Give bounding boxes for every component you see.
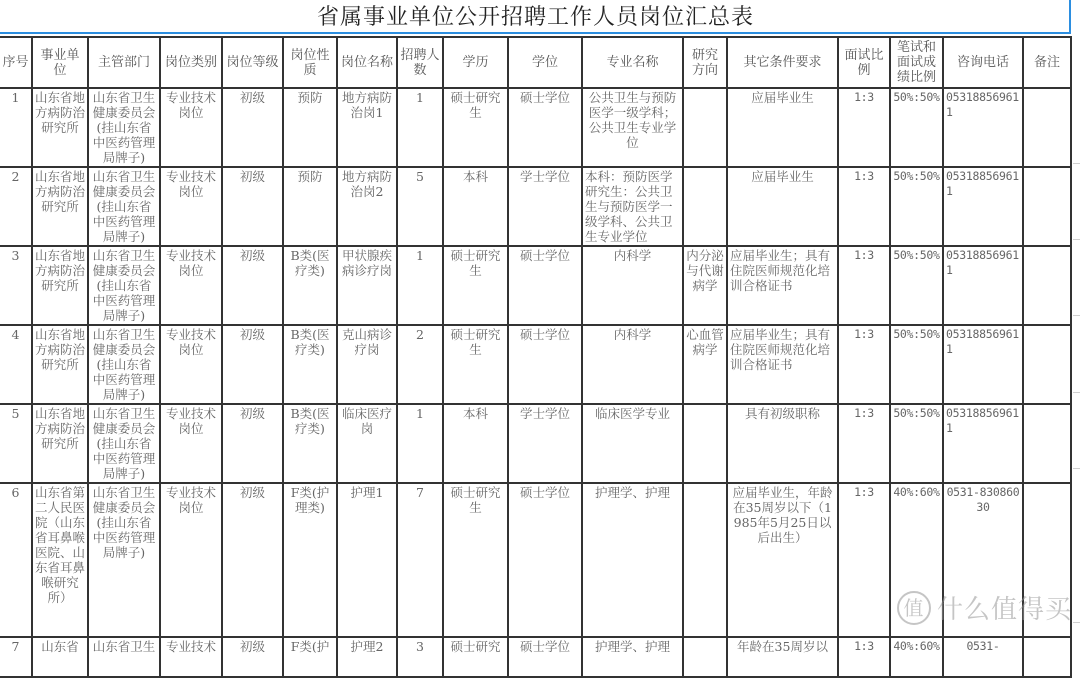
cell-remark xyxy=(1023,88,1071,167)
cell-post: 甲状腺疾病诊疗岗 xyxy=(337,246,397,325)
cell-unit: 山东省地方病防治研究所 xyxy=(32,167,88,246)
cell-education: 硕士研究生 xyxy=(443,88,508,167)
cell-level: 初级 xyxy=(222,88,283,167)
cell-nature: B类(医疗类) xyxy=(283,325,337,404)
cell-score-ratio: 50%:50% xyxy=(890,167,943,246)
table-row xyxy=(0,637,1071,677)
cell-no: 7 xyxy=(0,637,32,677)
col-header-major: 专业名称 xyxy=(582,37,683,88)
cell-nature: 预防 xyxy=(283,167,337,246)
watermark-logo-icon: 值 xyxy=(897,591,931,625)
cell-degree: 硕士学位 xyxy=(508,637,582,677)
cell-degree: 学士学位 xyxy=(508,404,582,483)
cell-score-ratio: 50%:50% xyxy=(890,88,943,167)
col-header-score-ratio: 笔试和面试成绩比例 xyxy=(890,37,943,88)
cell-dept: 山东省卫生健康委员会(挂山东省中医药管理局牌子) xyxy=(88,404,160,483)
cell-remark xyxy=(1023,637,1071,677)
cell-education: 硕士研究生 xyxy=(443,325,508,404)
cell-level: 初级 xyxy=(222,246,283,325)
cell-post: 护理1 xyxy=(337,483,397,637)
cell-other: 应届毕业生；具有住院医师规范化培训合格证书 xyxy=(727,325,838,404)
cell-nature: F类(护理类) xyxy=(283,483,337,637)
cell-other: 具有初级职称 xyxy=(727,404,838,483)
cell-education: 硕士研究生 xyxy=(443,483,508,637)
cell-post: 克山病诊疗岗 xyxy=(337,325,397,404)
cell-category: 专业技术岗位 xyxy=(160,325,222,404)
col-header-interview-ratio: 面试比例 xyxy=(838,37,890,88)
cell-count: 2 xyxy=(397,325,443,404)
gridline xyxy=(1073,622,1080,623)
col-header-nature: 岗位性质 xyxy=(283,37,337,88)
header-row xyxy=(0,37,1071,88)
cell-other: 应届毕业生；具有住院医师规范化培训合格证书 xyxy=(727,246,838,325)
col-header-count: 招聘人数 xyxy=(397,37,443,88)
cell-interview-ratio: 1:3 xyxy=(838,167,890,246)
cell-no: 3 xyxy=(0,246,32,325)
cell-level: 初级 xyxy=(222,325,283,404)
cell-remark xyxy=(1023,167,1071,246)
cell-major: 临床医学专业 xyxy=(582,404,683,483)
cell-remark xyxy=(1023,325,1071,404)
cell-score-ratio: 50%:50% xyxy=(890,325,943,404)
col-header-no: 序号 xyxy=(0,37,32,88)
cell-dept: 山东省卫生健康委员会(挂山东省中医药管理局牌子) xyxy=(88,167,160,246)
cell-major: 内科学 xyxy=(582,325,683,404)
cell-nature: B类(医疗类) xyxy=(283,404,337,483)
cell-other: 年龄在35周岁以 xyxy=(727,637,838,677)
table-row xyxy=(0,325,1071,404)
cell-dept: 山东省卫生 xyxy=(88,637,160,677)
cell-level: 初级 xyxy=(222,404,283,483)
cell-category: 专业技术岗位 xyxy=(160,404,222,483)
cell-phone: 053188569611 xyxy=(943,88,1023,167)
cell-major: 公共卫生与预防医学一级学科；公共卫生专业学位 xyxy=(582,88,683,167)
cell-dept: 山东省卫生健康委员会(挂山东省中医药管理局牌子) xyxy=(88,88,160,167)
cell-other: 应届毕业生，年龄在35周岁以下（1985年5月25日以后出生） xyxy=(727,483,838,637)
cell-no: 1 xyxy=(0,88,32,167)
cell-post: 地方病防治岗2 xyxy=(337,167,397,246)
cell-research xyxy=(683,483,727,637)
table-row xyxy=(0,246,1071,325)
cell-phone: 0531- xyxy=(943,637,1023,677)
cell-nature: B类(医疗类) xyxy=(283,246,337,325)
cell-count: 1 xyxy=(397,88,443,167)
cell-count: 1 xyxy=(397,246,443,325)
cell-phone: 053188569611 xyxy=(943,167,1023,246)
cell-post: 护理2 xyxy=(337,637,397,677)
cell-interview-ratio: 1:3 xyxy=(838,483,890,637)
col-header-unit: 事业单位 xyxy=(32,37,88,88)
col-header-remark: 备注 xyxy=(1023,37,1071,88)
cell-unit: 山东省地方病防治研究所 xyxy=(32,404,88,483)
cell-phone: 053188569611 xyxy=(943,325,1023,404)
cell-degree: 学士学位 xyxy=(508,167,582,246)
cell-unit: 山东省第二人民医院（山东省耳鼻喉医院、山东省耳鼻喉研究所） xyxy=(32,483,88,637)
cell-phone: 053188569611 xyxy=(943,404,1023,483)
gridline xyxy=(1073,315,1080,316)
cell-research xyxy=(683,404,727,483)
cell-major: 内科学 xyxy=(582,246,683,325)
col-header-dept: 主管部门 xyxy=(88,37,160,88)
cell-no: 5 xyxy=(0,404,32,483)
cell-degree: 硕士学位 xyxy=(508,325,582,404)
cell-research xyxy=(683,167,727,246)
cell-interview-ratio: 1:3 xyxy=(838,325,890,404)
col-header-education: 学历 xyxy=(443,37,508,88)
cell-unit: 山东省地方病防治研究所 xyxy=(32,246,88,325)
gridline xyxy=(1073,392,1080,393)
cell-count: 3 xyxy=(397,637,443,677)
cell-score-ratio: 50%:50% xyxy=(890,404,943,483)
cell-other: 应届毕业生 xyxy=(727,88,838,167)
cell-degree: 硕士学位 xyxy=(508,246,582,325)
cell-nature: F类(护 xyxy=(283,637,337,677)
cell-post: 临床医疗岗 xyxy=(337,404,397,483)
col-header-phone: 咨询电话 xyxy=(943,37,1023,88)
cell-research: 心血管病学 xyxy=(683,325,727,404)
cell-research xyxy=(683,88,727,167)
watermark xyxy=(897,589,1072,626)
col-header-other: 其它条件要求 xyxy=(727,37,838,88)
cell-interview-ratio: 1:3 xyxy=(838,246,890,325)
cell-research: 内分泌与代谢病学 xyxy=(683,246,727,325)
cell-major: 护理学、护理 xyxy=(582,637,683,677)
cell-level: 初级 xyxy=(222,483,283,637)
cell-count: 5 xyxy=(397,167,443,246)
cell-degree: 硕士学位 xyxy=(508,88,582,167)
gridline xyxy=(1073,163,1080,164)
cell-education: 硕士研究生 xyxy=(443,246,508,325)
cell-category: 专业技术岗位 xyxy=(160,88,222,167)
cell-education: 本科 xyxy=(443,167,508,246)
cell-major: 护理学、护理 xyxy=(582,483,683,637)
col-header-category: 岗位类别 xyxy=(160,37,222,88)
table-row xyxy=(0,88,1071,167)
cell-remark xyxy=(1023,246,1071,325)
cell-no: 2 xyxy=(0,167,32,246)
cell-no: 6 xyxy=(0,483,32,637)
cell-unit: 山东省地方病防治研究所 xyxy=(32,88,88,167)
cell-score-ratio: 40%:60% xyxy=(890,483,943,637)
cell-score-ratio: 40%:60% xyxy=(890,637,943,677)
cell-dept: 山东省卫生健康委员会(挂山东省中医药管理局牌子) xyxy=(88,325,160,404)
watermark-text: 什么值得买 xyxy=(936,595,1072,625)
cell-category: 专业技术岗位 xyxy=(160,246,222,325)
cell-research xyxy=(683,637,727,677)
cell-dept: 山东省卫生健康委员会(挂山东省中医药管理局牌子) xyxy=(88,483,160,637)
cell-phone: 0531-83086030 xyxy=(943,483,1023,637)
recruitment-table xyxy=(0,36,1072,678)
table-row xyxy=(0,404,1071,483)
col-header-research: 研究方向 xyxy=(683,37,727,88)
cell-category: 专业技术 xyxy=(160,637,222,677)
cell-count: 1 xyxy=(397,404,443,483)
cell-degree: 硕士学位 xyxy=(508,483,582,637)
cell-interview-ratio: 1:3 xyxy=(838,637,890,677)
cell-post: 地方病防治岗1 xyxy=(337,88,397,167)
cell-level: 初级 xyxy=(222,167,283,246)
col-header-degree: 学位 xyxy=(508,37,582,88)
col-header-level: 岗位等级 xyxy=(222,37,283,88)
table-row xyxy=(0,167,1071,246)
cell-education: 本科 xyxy=(443,404,508,483)
cell-education: 硕士研究 xyxy=(443,637,508,677)
cell-remark xyxy=(1023,404,1071,483)
cell-level: 初级 xyxy=(222,637,283,677)
cell-score-ratio: 50%:50% xyxy=(890,246,943,325)
gridline xyxy=(1073,239,1080,240)
gridline xyxy=(1073,468,1080,469)
cell-category: 专业技术岗位 xyxy=(160,483,222,637)
cell-phone: 053188569611 xyxy=(943,246,1023,325)
cell-unit: 山东省地方病防治研究所 xyxy=(32,325,88,404)
page-title: 省属事业单位公开招聘工作人员岗位汇总表 xyxy=(316,5,754,30)
cell-count: 7 xyxy=(397,483,443,637)
cell-nature: 预防 xyxy=(283,88,337,167)
cell-dept: 山东省卫生健康委员会(挂山东省中医药管理局牌子) xyxy=(88,246,160,325)
cell-interview-ratio: 1:3 xyxy=(838,88,890,167)
cell-no: 4 xyxy=(0,325,32,404)
cell-other: 应届毕业生 xyxy=(727,167,838,246)
cell-interview-ratio: 1:3 xyxy=(838,404,890,483)
cell-major: 本科：预防医学研究生：公共卫生与预防医学一级学科、公共卫生专业学位 xyxy=(582,167,683,246)
cell-category: 专业技术岗位 xyxy=(160,167,222,246)
col-header-post: 岗位名称 xyxy=(337,37,397,88)
cell-unit: 山东省 xyxy=(32,637,88,677)
